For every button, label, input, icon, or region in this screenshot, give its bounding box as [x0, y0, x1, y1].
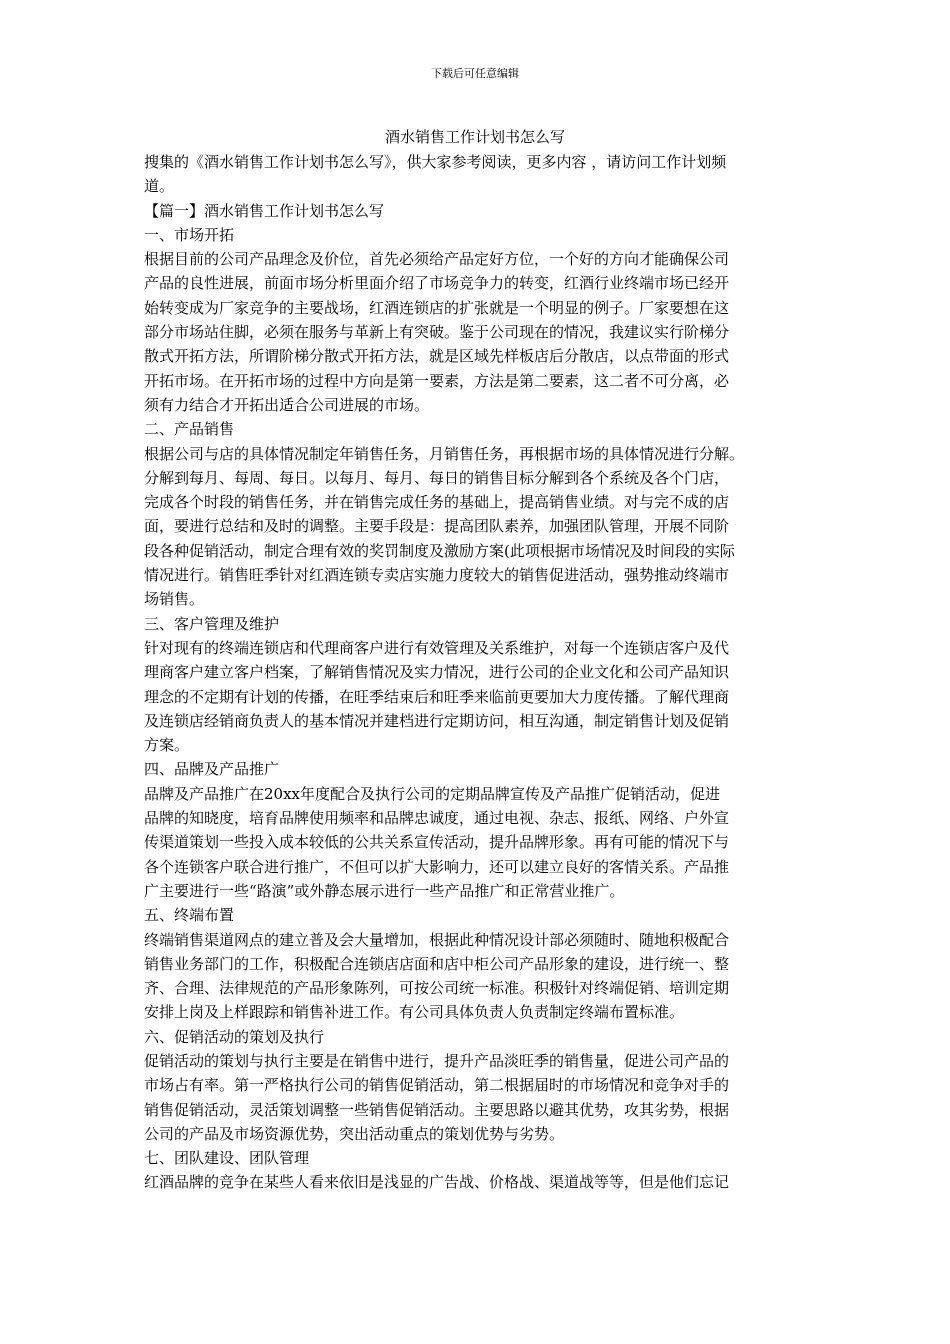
text-line: 搜集的《酒水销售工作计划书怎么写》，供大家参考阅读，更多内容 ，请访问工作计划频: [144, 153, 727, 171]
text-line: 安排上岗及上样跟踪和销售补进工作。有公司具体负责人负责制定终端布置标准。: [144, 1003, 685, 1022]
text-line: 齐、合理、法律规范的产品形象陈列，可按公司统一标准。积极针对终端促销、培训定期: [144, 979, 730, 998]
text-line: 完成各个时段的销售任务，并在销售完成任务的基础上，提高销售业绩。对与完不成的店: [144, 493, 730, 512]
text-line: 四、品牌及产品推广: [144, 760, 280, 779]
text-line: 根据目前的公司产品理念及价位，首先必须给产品定好方位，一个好的方向才能确保公司: [144, 250, 730, 269]
document-body: [144, 150, 824, 1195]
text-line: 始转变成为厂家竞争的主要战场，红酒连锁店的扩张就是一个明显的例子。厂家要想在这: [144, 298, 730, 317]
text-line: 传渠道策划一些投入成本较低的公共关系宣传活动，提升品牌形象。再有可能的情况下与: [144, 833, 730, 852]
text-line: 段各种促销活动，制定合理有效的奖罚制度及激励方案(此项根据市场情况及时间段的实际: [144, 541, 735, 560]
text-line: 【篇一】酒水销售工作计划书怎么写: [144, 201, 385, 220]
text-line: 七、团队建设、团队管理: [144, 1149, 310, 1168]
text-line: 根据公司与店的具体情况制定年销售任务，月销售任务，再根据市场的具体情况进行分解。: [144, 444, 745, 463]
text-line: 产品的良性进展，前面市场分析里面介绍了市场竞争力的转变，红酒行业终端市场已经开: [144, 274, 730, 293]
text-line: 品牌的知晓度，培育品牌使用频率和品牌忠诚度，通过电视、杂志、报纸、网络、户外宣: [144, 809, 730, 828]
text-line: 理念的不定期有计划的传播，在旺季结束后和旺季来临前更要加大力度传播。了解代理商: [144, 687, 730, 706]
text-line: 各个连锁客户联合进行推广，不但可以扩大影响力，还可以建立良好的客情关系。产品推: [144, 857, 730, 876]
page-title: 酒水销售工作计划书怎么写: [384, 128, 565, 146]
header-note: 下载后可任意编辑: [431, 67, 519, 80]
text-line: 终端销售渠道网点的建立普及会大量增加，根据此种情况设计部必须随时、随地积极配合: [144, 930, 730, 949]
text-line: 分解到每月、每周、每日。以每月、每月、每日的销售目标分解到各个系统及各个门店，: [144, 468, 730, 487]
text-line: 广主要进行一些“路演”或外静态展示进行一些产品推广和正常营业推广。: [144, 881, 625, 900]
text-line: 一、市场开拓: [144, 225, 235, 244]
text-line: 促销活动的策划与执行主要是在销售中进行，提升产品淡旺季的销售量，促进公司产品的: [144, 1051, 730, 1070]
text-line: 针对现有的终端连锁店和代理商客户进行有效管理及关系维护，对每一个连锁店客户及代: [144, 638, 730, 657]
text-line: 市场占有率。第一严格执行公司的销售促销活动，第二根据届时的市场情况和竞争对手的: [144, 1076, 730, 1095]
text-line: 方案。: [144, 736, 190, 755]
text-line: 六、促销活动的策划及执行: [144, 1027, 325, 1046]
text-line: 及连锁店经销商负责人的基本情况并建档进行定期访问，相互沟通，制定销售计划及促销: [144, 711, 730, 730]
text-line: 销售促销活动，灵活策划调整一些销售促销活动。主要思路以避其优势，攻其劣势，根据: [144, 1100, 730, 1119]
text-line: 散式开拓方法，所谓阶梯分散式开拓方法，就是区域先样板店后分散店，以点带面的形式: [144, 347, 730, 366]
text-line: 三、客户管理及维护: [144, 614, 280, 633]
text-line: 公司的产品及市场资源优势，突出活动重点的策划优势与劣势。: [144, 1124, 565, 1143]
text-line: 销售业务部门的工作，积极配合连锁店店面和店中柜公司产品形象的建设，进行统一、整: [144, 954, 730, 973]
text-line: 品牌及产品推广在20xx年度配合及执行公司的定期品牌宣传及产品推广促销活动，促进: [144, 784, 721, 803]
text-line: 情况进行。销售旺季针对红酒连锁专卖店实施力度较大的销售促进活动，强势推动终端市: [144, 566, 730, 585]
text-line: 二、产品销售: [144, 420, 235, 439]
text-line: 红酒品牌的竞争在某些人看来依旧是浅显的广告战、价格战、渠道战等等，但是他们忘记: [144, 1173, 730, 1192]
text-line: 面，要进行总结和及时的调整。主要手段是：提高团队素养，加强团队管理，开展不同阶: [144, 517, 730, 536]
text-line: 道。: [144, 177, 175, 196]
text-line: 部分市场站住脚，必须在服务与革新上有突破。鉴于公司现在的情况，我建议实行阶梯分: [144, 323, 730, 342]
text-line: 五、终端布置: [144, 906, 235, 925]
text-line: 场销售。: [144, 590, 205, 609]
text-line: 理商客户建立客户档案，了解销售情况及实力情况，进行公司的企业文化和公司产品知识: [144, 663, 730, 682]
text-line: 开拓市场。在开拓市场的过程中方向是第一要素，方法是第二要素，这二者不可分离，必: [144, 371, 730, 390]
text-line: 须有力结合才开拓出适合公司进展的市场。: [144, 395, 430, 414]
